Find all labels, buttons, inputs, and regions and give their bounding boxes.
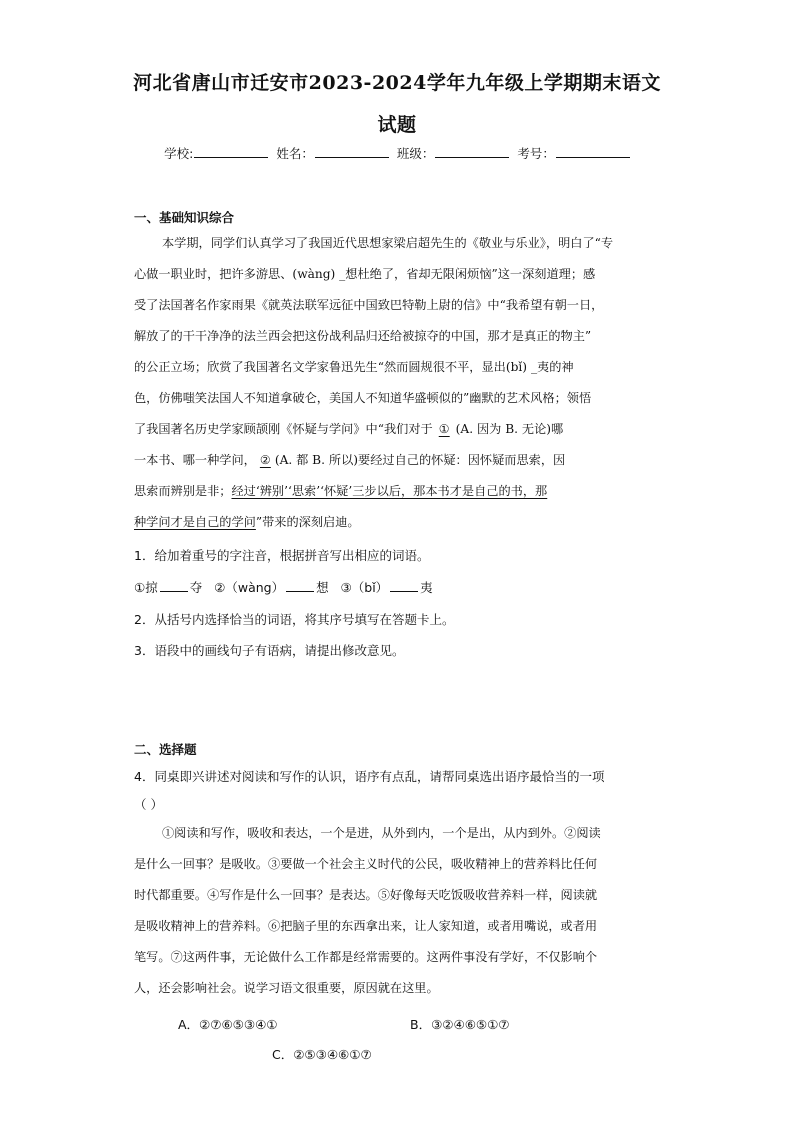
section-heading-1: 一、基础知识综合 [134,210,235,225]
underlined-sentence: 经过‘辨别’‘思索’‘怀疑’三步以后，那本书才是自己的书，那 [231,484,548,498]
passage-line: 种学问才是自己的学问”带来的深刻启迪。 [134,515,360,529]
passage-line: 心做一职业时，把许多游思、(wàng) _想杜绝了，省却无限闲烦恼”这一深刻道理；感 [134,267,596,281]
passage-line: 时代都重要。④写作是什么一回事？是表达。⑤好像每天吃饭吸收营养料一样，阅读就 [134,888,598,902]
blank-1: ① [438,422,450,436]
option-b[interactable]: B．③②④⑥⑤①⑦ [410,1017,510,1032]
page-title-line2: 试题 [377,114,417,136]
passage-line: 的公正立场；欣赏了我国著名文学家鲁迅先生“然而圆规很不平，显出(bǐ) _夷的神 [134,360,574,374]
class-field[interactable]: 班级： [397,144,510,162]
answer-blank[interactable] [390,580,418,592]
passage-line: 了我国著名历史学家顾颉刚《怀疑与学问》中“我们对于 ① (A. 因为 B. 无论)哪 [134,422,564,436]
option-c[interactable]: C．②⑤③④⑥①⑦ [272,1047,372,1062]
passage-line: 人，还会影响社会。说学习语文很重要，原因就在这里。 [134,981,439,995]
passage-line: 色，仿佛嗤笑法国人不知道拿破仑，美国人不知道华盛顿似的”幽默的艺术风格；领悟 [134,391,592,405]
page-title-line1: 河北省唐山市迁安市2023-2024学年九年级上学期期末语文 [133,72,661,94]
section2-passage [134,818,664,1004]
question-4-paren: （ ） [134,797,163,812]
question-2: 2．从括号内选择恰当的词语，将其序号填写在答题卡上。 [134,612,455,627]
question-1: 1．给加着重号的字注音，根据拼音写出相应的词语。 [134,548,430,563]
passage-line: 解放了的干干净净的法兰西会把这份战利品归还给被掠夺的中国，那才是真正的物主” [134,329,592,343]
exam-number-field[interactable]: 考号： [517,144,630,162]
passage-line: 受了法国著名作家雨果《就英法联军远征中国致巴特勒上尉的信》中“我希望有朝一日， [134,298,604,312]
passage-line: 本学期，同学们认真学习了我国近代思想家梁启超先生的《敬业与乐业》，明白了“专 [162,236,614,250]
option-a[interactable]: A．②⑦⑥⑤③④① [178,1017,278,1032]
passage-line: 一本书、哪一种学问， ② (A. 都 B. 所以)要经过自己的怀疑：因怀疑而思索，因 [134,453,566,467]
passage-line: 是吸收精神上的营养料。⑥把脑子里的东西拿出来，让人家知道，或者用嘴说，或者用 [134,919,598,933]
passage-line: 笔写。⑦这两件事，无论做什么工作都是经常需要的。这两件事没有学好，不仅影响个 [134,950,598,964]
school-field[interactable]: 学校: [164,144,268,162]
answer-blank[interactable] [286,580,314,592]
name-field[interactable]: 姓名： [276,144,389,162]
question-4: 4．同桌即兴讲述对阅读和写作的认识，语序有点乱，请帮同桌选出语序最恰当的一项 [134,769,605,784]
underlined-sentence: 种学问才是自己的学问 [134,515,256,529]
answer-blank[interactable] [160,580,188,592]
passage-line: ①阅读和写作，吸收和表达，一个是进，从外到内，一个是出，从内到外。②阅读 [162,826,601,840]
passage-line: 思索而辨别是非；经过‘辨别’‘思索’‘怀疑’三步以后，那本书才是自己的书，那 [134,484,548,498]
question-3: 3．语段中的画线句子有语病，请提出修改意见。 [134,643,405,658]
student-info-fields [0,144,794,162]
section-heading-2: 二、选择题 [134,742,197,757]
section1-passage [134,228,664,538]
blank-2: ② [259,453,271,467]
passage-line: 是什么一回事？是吸收。③要做一个社会主义时代的公民，吸收精神上的营养料比任何 [134,857,598,871]
question-1-items: ①掠 夺 ②（wàng） 想 ③（bǐ） 夷 [134,580,433,595]
